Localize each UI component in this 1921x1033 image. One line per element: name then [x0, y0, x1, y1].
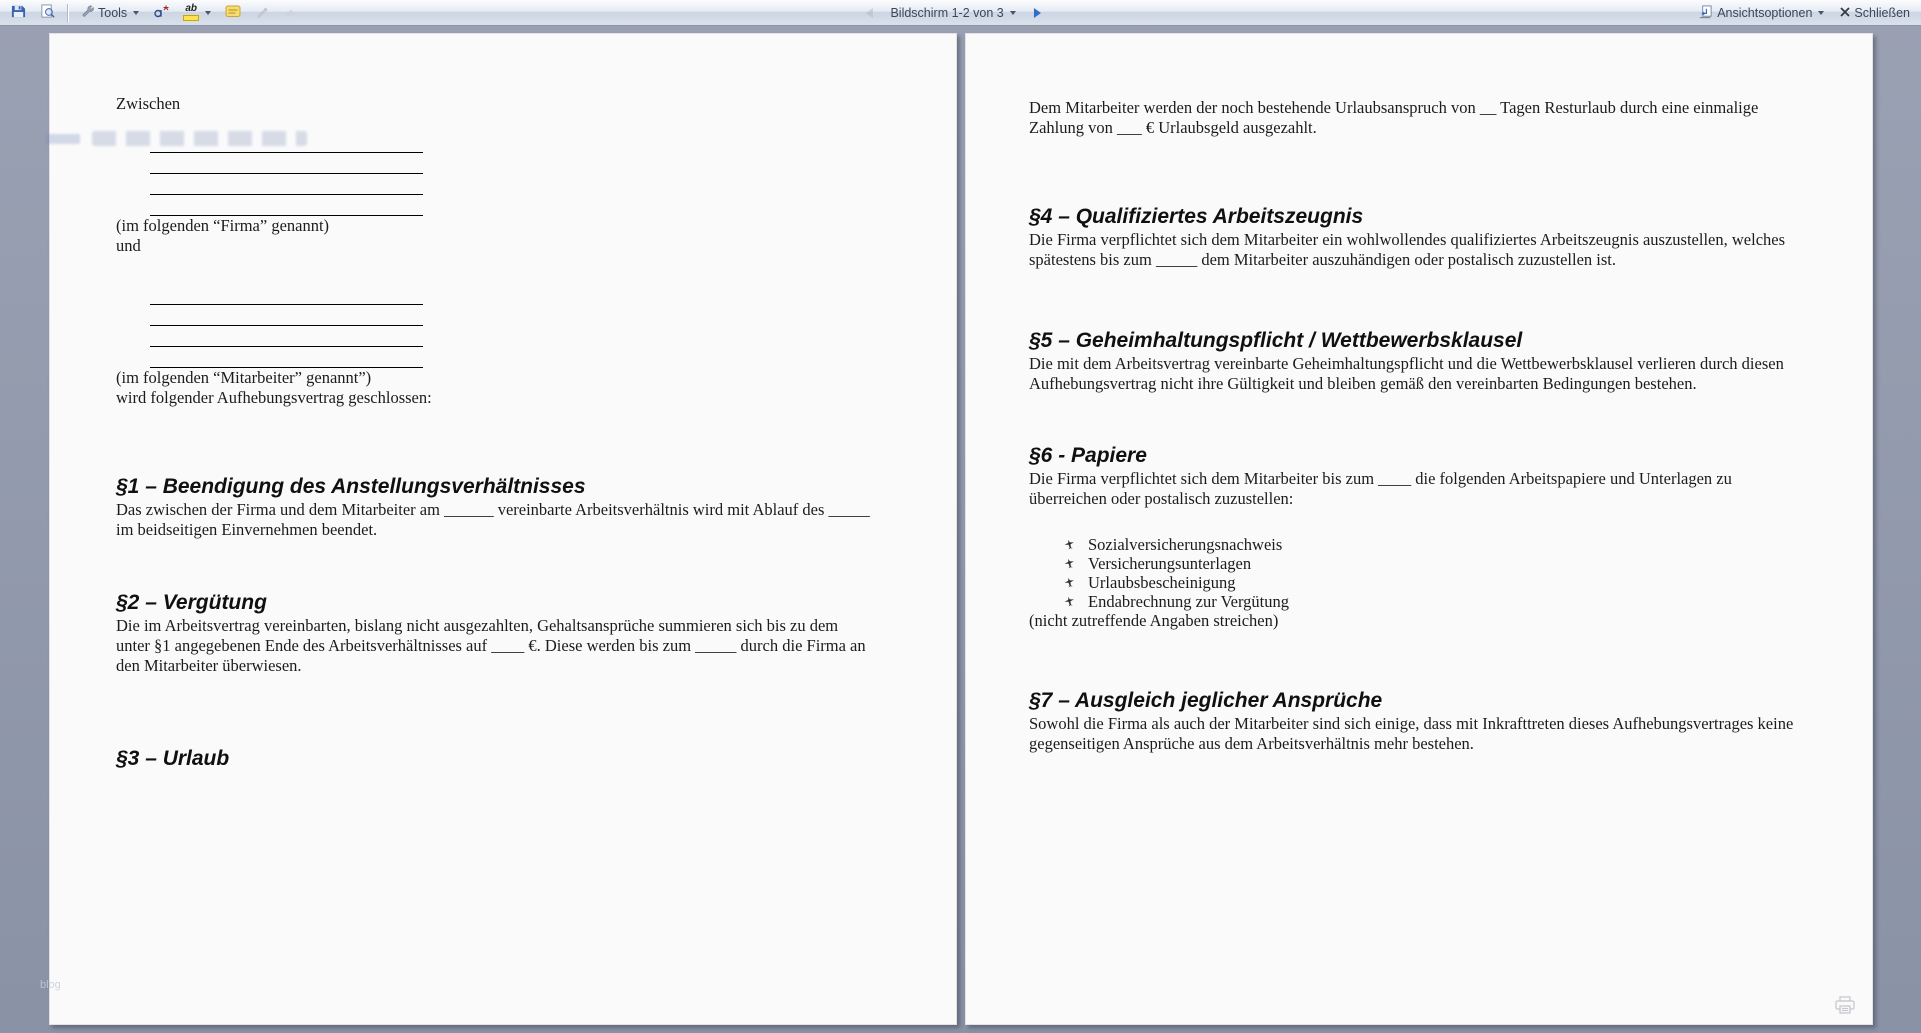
- fill-line: [150, 284, 423, 305]
- ink-highlighter-icon: [283, 4, 297, 21]
- chevron-down-icon: [133, 11, 139, 15]
- new-comment-icon: [225, 4, 241, 21]
- view-options-label: Ansichtsoptionen: [1717, 6, 1813, 20]
- section-7-heading: §7 – Ausgleich jeglicher Ansprüche: [1029, 689, 1383, 712]
- next-screen-button[interactable]: [1029, 2, 1046, 24]
- section-4-body: Die Firma verpflichtet sich dem Mitarbeiter ein wohlwollendes qualifiziertes Arbeitszeugnis auszustellen, welches spätestens bis zum _____ dem Mitarbeiter auszuhändigen oder postalisch zuzustellen ist.: [1029, 230, 1786, 269]
- translate-screentip-button[interactable]: [148, 2, 174, 24]
- mitarbeiter-caption: (im folgenden “Mitarbeiter” genannt”): [116, 368, 372, 387]
- plane-bullet-icon: [1062, 538, 1077, 552]
- screen-counter-menu[interactable]: [885, 2, 1020, 24]
- text-highlight-icon: [183, 4, 199, 21]
- faint-watermark-artifact: [92, 131, 307, 146]
- list-item-label: Sozialversicherungsnachweis: [1088, 535, 1283, 554]
- ink-highlighter-button[interactable]: [278, 2, 302, 24]
- new-comment-button[interactable]: [220, 2, 246, 24]
- screen-counter-label: Bildschirm 1-2 von 3: [890, 6, 1004, 20]
- previous-screen-button[interactable]: [860, 2, 877, 24]
- reading-toolbar: [0, 0, 1921, 26]
- section-2-body: Die im Arbeitsvertrag vereinbarten, bislang nicht ausgezahlten, Gehaltsansprüche summieren sich bis zu dem unter §1 angegebenen Ende des Arbeitsverhältnisses auf ____ €. Diese werden bis zum _____ durch die Firma an den Mitarbeiter überwiesen.: [116, 616, 866, 675]
- arrow-left-icon: [865, 8, 872, 18]
- chevron-down-icon: [1818, 11, 1824, 15]
- close-label: Schließen: [1854, 6, 1910, 20]
- firma-caption: (im folgenden “Firma” genannt): [116, 216, 330, 235]
- fill-line: [150, 153, 423, 174]
- plane-bullet-icon: [1062, 576, 1077, 590]
- fill-line: [150, 326, 423, 347]
- contract-intro: wird folgender Aufhebungsvertrag geschlossen:: [116, 388, 432, 407]
- arrow-right-icon: [1034, 8, 1041, 18]
- document-page-1: [49, 33, 957, 1025]
- plane-bullet-icon: [1062, 557, 1077, 571]
- zwischen-label: Zwischen: [116, 94, 181, 113]
- section-7-body: Sowohl die Firma als auch der Mitarbeiter sind sich einige, dass mit Inkrafttreten dieses Aufhebungsvertrages keine gegenseitigen Ansprüche aus dem Arbeitsverhältnis mehr bestehen.: [1029, 714, 1794, 753]
- toolbar-right-group: [1693, 0, 1915, 26]
- list-item: [1063, 554, 1809, 573]
- close-button[interactable]: [1835, 2, 1915, 24]
- ink-pen-icon: [255, 4, 269, 21]
- faint-watermark-artifact: [46, 134, 80, 144]
- section-4-heading: §4 – Qualifiziertes Arbeitszeugnis: [1029, 205, 1364, 228]
- plane-bullet-icon: [1062, 595, 1077, 609]
- und-label: und: [116, 236, 141, 255]
- document-page-2: [965, 33, 1873, 1025]
- strike-note: (nicht zutreffende Angaben streichen): [1029, 611, 1279, 630]
- chevron-down-icon: [1010, 11, 1016, 15]
- fill-line: [150, 174, 423, 195]
- view-options-icon: [1698, 5, 1713, 22]
- highlight-color-bar: [183, 15, 199, 21]
- screen-navigation: [860, 0, 1045, 26]
- section-6-heading: §6 - Papiere: [1029, 444, 1147, 467]
- text-highlight-button[interactable]: [178, 2, 216, 24]
- close-icon: [1840, 6, 1850, 20]
- print-preview-button[interactable]: [35, 2, 60, 24]
- list-item-label: Endabrechnung zur Vergütung: [1088, 592, 1290, 611]
- tools-menu-label: Tools: [98, 5, 128, 20]
- papers-bullet-list: [1063, 535, 1809, 611]
- printer-icon: [1834, 996, 1856, 1019]
- section-2-heading: §2 – Vergütung: [116, 591, 267, 614]
- section-1-body: Das zwischen der Firma und dem Mitarbeiter am ______ vereinbarte Arbeitsverhältnis wird mit Ablauf des _____ im beidseitigen Einvernehmen beendet.: [116, 500, 870, 539]
- section-5-body: Die mit dem Arbeitsvertrag vereinbarte Geheimhaltungspflicht und die Wettbewerbsklausel verlieren durch diesen Aufhebungsvertrag nicht ihre Gültigkeit und bleiben gemäß den vereinbarten Bedingungen bestehen.: [1029, 354, 1784, 393]
- section-6-body: Die Firma verpflichtet sich dem Mitarbeiter bis zum ____ die folgenden Arbeitspapiere und Unterlagen zu überreichen oder postalisch zuzustellen:: [1029, 469, 1732, 508]
- chevron-down-icon: [205, 11, 211, 15]
- corner-watermark-text: blog: [40, 979, 61, 991]
- highlight-ab-glyph: ab: [185, 3, 198, 14]
- view-options-button[interactable]: [1693, 2, 1829, 24]
- ink-pen-button[interactable]: [250, 2, 274, 24]
- fill-line: [150, 347, 423, 368]
- toolbar-left-group: [0, 2, 302, 24]
- wrench-icon: [80, 4, 94, 21]
- list-item-label: Versicherungsunterlagen: [1088, 554, 1252, 573]
- fill-line: [150, 305, 423, 326]
- section-5-heading: §5 – Geheimhaltungspflicht / Wettbewerbsklausel: [1029, 329, 1523, 352]
- list-item: [1063, 573, 1809, 592]
- tools-menu-button[interactable]: [75, 2, 144, 24]
- mitarbeiter-fill-lines: [150, 284, 876, 368]
- translate-icon: [153, 4, 169, 22]
- toolbar-separator: [67, 4, 68, 22]
- urlaub-intro: Dem Mitarbeiter werden der noch bestehende Urlaubsanspruch von __ Tagen Resturlaub durch eine einmalige Zahlung von ___ € Urlaubsgeld ausgezahlt.: [1029, 98, 1759, 137]
- section-1-heading: §1 – Beendigung des Anstellungsverhältnisses: [116, 475, 586, 498]
- print-preview-icon: [40, 4, 55, 22]
- list-item-label: Urlaubsbescheinigung: [1088, 573, 1236, 592]
- page-2-content: [966, 34, 1869, 754]
- save-icon: [11, 4, 26, 22]
- fill-line: [150, 195, 423, 216]
- save-button[interactable]: [6, 2, 31, 24]
- list-item: [1063, 592, 1809, 611]
- section-3-heading: §3 – Urlaub: [116, 747, 230, 770]
- list-item: [1063, 535, 1809, 554]
